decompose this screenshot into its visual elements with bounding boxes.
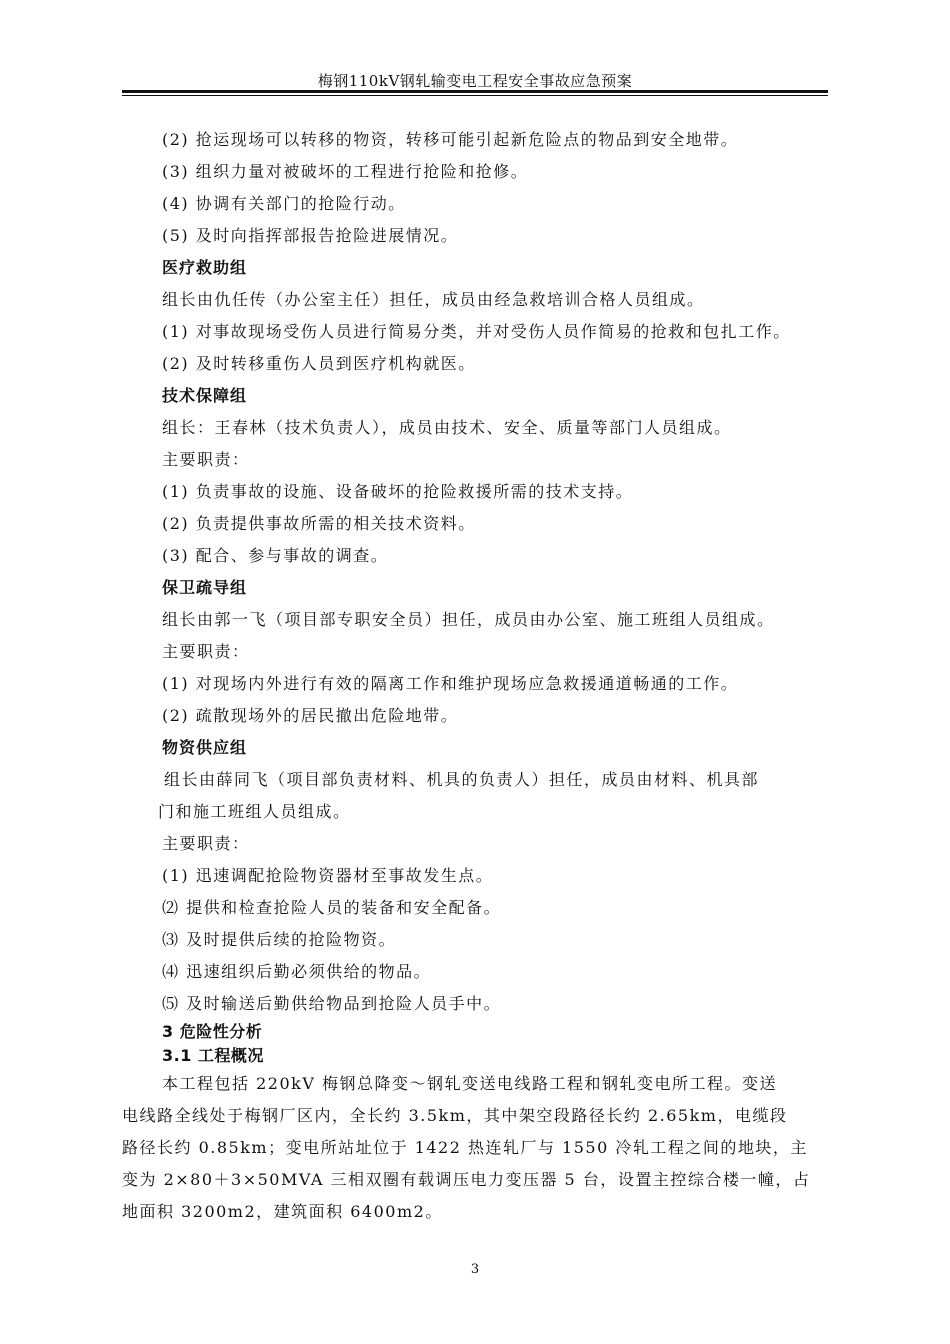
paragraph-line: 组长：王春林（技术负责人），成员由技术、安全、质量等部门人员组成。 [162, 418, 732, 437]
list-item: (3) 组织力量对被破坏的工程进行抢险和抢修。 [162, 162, 529, 181]
list-item: (1) 负责事故的设施、设备破坏的抢险救援所需的技术支持。 [162, 482, 634, 501]
list-item: (2) 负责提供事故所需的相关技术资料。 [162, 514, 476, 533]
group-heading-supply: 物资供应组 [162, 738, 248, 757]
list-item: (4) 协调有关部门的抢险行动。 [162, 194, 406, 213]
paragraph-line: 本工程包括 220kV 梅钢总降变～钢轧变送电线路工程和钢轧变电所工程。变送 [162, 1074, 777, 1093]
paragraph-line: 组长由郭一飞（项目部专职安全员）担任，成员由办公室、施工班组人员组成。 [162, 610, 775, 629]
list-item: (1) 迅速调配抢险物资器材至事故发生点。 [162, 866, 494, 885]
paragraph-line: 组长由仇任传（办公室主任）担任，成员由经急救培训合格人员组成。 [162, 290, 705, 309]
paragraph-line: 路径长约 0.85km；变电所站址位于 1422 热连轧厂与 1550 冷轧工程之间的地块，主 [122, 1138, 808, 1157]
list-item: (1) 对现场内外进行有效的隔离工作和维护现场应急救援通道畅通的工作。 [162, 674, 739, 693]
group-heading-medical: 医疗救助组 [162, 258, 248, 277]
section-title: 3 危险性分析 [162, 1022, 263, 1041]
paragraph-line: 主要职责： [162, 834, 250, 853]
paragraph-line: 主要职责： [162, 642, 250, 661]
list-item: ⑶ 及时提供后续的抢险物资。 [162, 930, 397, 949]
list-item: (5) 及时向指挥部报告抢险进展情况。 [162, 226, 459, 245]
running-header: 梅钢110kV钢轧输变电工程安全事故应急预案 [317, 72, 633, 90]
subsection-title: 3.1 工程概况 [162, 1046, 264, 1065]
paragraph-line: 主要职责： [162, 450, 250, 469]
header-rule-thin [122, 95, 828, 96]
list-item: ⑸ 及时输送后勤供给物品到抢险人员手中。 [162, 994, 502, 1013]
list-item: (1) 对事故现场受伤人员进行简易分类，并对受伤人员作简易的抢救和包扎工作。 [162, 322, 791, 341]
group-heading-tech: 技术保障组 [162, 386, 248, 405]
paragraph-line: 门和施工班组人员组成。 [158, 802, 351, 821]
page-body [122, 124, 832, 1228]
list-item: ⑵ 提供和检查抢险人员的装备和安全配备。 [162, 898, 502, 917]
list-item: (2) 及时转移重伤人员到医疗机构就医。 [162, 354, 476, 373]
header-rule-thick [122, 90, 828, 93]
page-number: 3 [470, 1262, 480, 1277]
list-item: (2) 抢运现场可以转移的物资，转移可能引起新危险点的物品到安全地带。 [162, 130, 739, 149]
list-item: ⑷ 迅速组织后勤必须供给的物品。 [162, 962, 432, 981]
list-item: (3) 配合、参与事故的调查。 [162, 546, 389, 565]
paragraph-line: 组长由薛同飞（项目部负责材料、机具的负责人）担任，成员由材料、机具部 [164, 770, 760, 789]
paragraph-line: 电线路全线处于梅钢厂区内，全长约 3.5km，其中架空段路径长约 2.65km，电缆段 [122, 1106, 788, 1125]
group-heading-security: 保卫疏导组 [162, 578, 248, 597]
paragraph-line: 变为 2×80＋3×50MVA 三相双圈有载调压电力变压器 5 台，设置主控综合楼一幢，占 [122, 1170, 811, 1189]
list-item: (2) 疏散现场外的居民撤出危险地带。 [162, 706, 459, 725]
paragraph-line: 地面积 3200m2，建筑面积 6400m2。 [122, 1202, 443, 1221]
